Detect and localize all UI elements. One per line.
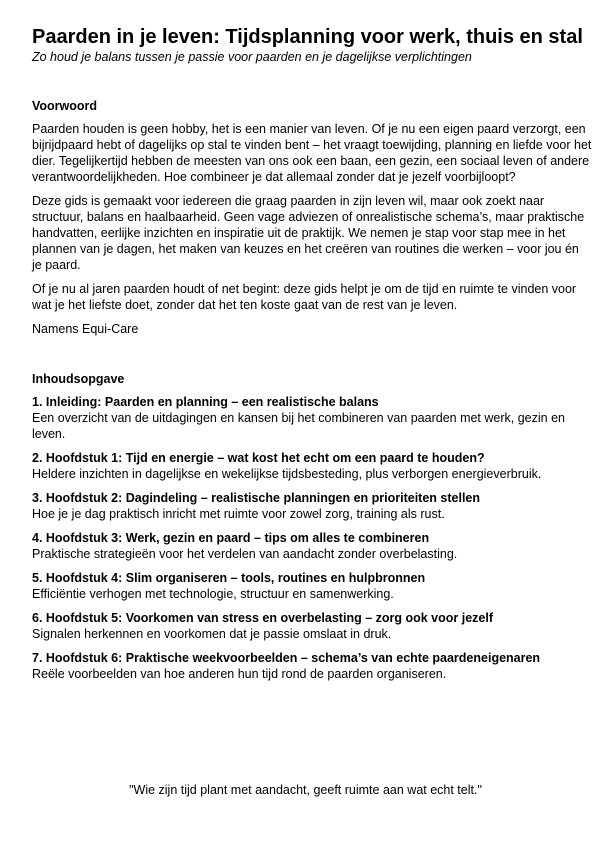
toc-item-title: 6. Hoofdstuk 5: Voorkomen van stress en overbelasting – zorg ook voor jezelf (32, 611, 493, 625)
toc-item-description: Reële voorbeelden van hoe anderen hun tijd rond de paarden organiseren. (32, 667, 447, 681)
toc-item (32, 570, 592, 602)
toc-item-title: 4. Hoofdstuk 3: Werk, gezin en paard – tips om alles te combineren (32, 531, 430, 545)
document-title: Paarden in je leven: Tijdsplanning voor werk, thuis en stal (32, 26, 583, 48)
closing-quote: "Wie zijn tijd plant met aandacht, geeft ruimte aan wat echt telt." (129, 783, 482, 797)
toc-heading: Inhoudsopgave (32, 372, 125, 386)
toc-item (32, 530, 592, 562)
document-subtitle: Zo houd je balans tussen je passie voor paarden en je dagelijkse verplichtingen (32, 50, 472, 64)
toc-item-description: Hoe je je dag praktisch inricht met ruimte voor zowel zorg, training als rust. (32, 507, 445, 521)
table-of-contents (32, 394, 592, 682)
toc-item-title: 3. Hoofdstuk 2: Dagindeling – realistische planningen en prioriteiten stellen (32, 491, 480, 505)
toc-item (32, 650, 592, 682)
toc-item (32, 394, 592, 442)
document-page (32, 26, 592, 690)
foreword-signature: Namens Equi-Care (32, 322, 139, 336)
toc-item-description: Heldere inzichten in dagelijkse en wekelijkse tijdsbesteding, plus verborgen energieverbruik. (32, 467, 542, 481)
toc-item (32, 490, 592, 522)
toc-item-description: Efficiëntie verhogen met technologie, structuur en samenwerking. (32, 587, 394, 601)
foreword-heading: Voorwoord (32, 99, 98, 113)
toc-item-title: 5. Hoofdstuk 4: Slim organiseren – tools, routines en hulpbronnen (32, 571, 426, 585)
foreword-paragraph: Deze gids is gemaakt voor iedereen die graag paarden in zijn leven wil, maar ook zoekt naar structuur, balans en haalbaarheid. Geen vage adviezen of onrealistische schema’s, maar praktische handvatten, eerlijke inzichten en inspiratie uit de praktijk. We nemen je stap voor stap mee in het plannen van je dagen, het maken van keuzes en het creëren van routines die werken – voor jou én je paard. (32, 194, 585, 272)
toc-item-description: Signalen herkennen en voorkomen dat je passie omslaat in druk. (32, 627, 392, 641)
toc-item (32, 450, 592, 482)
toc-item-title: 7. Hoofdstuk 6: Praktische weekvoorbeelden – schema’s van echte paardeneigenaren (32, 651, 541, 665)
toc-item-description: Praktische strategieën voor het verdelen van aandacht zonder overbelasting. (32, 547, 458, 561)
toc-item-title: 2. Hoofdstuk 1: Tijd en energie – wat kost het echt om een paard te houden? (32, 451, 485, 465)
toc-item-title: 1. Inleiding: Paarden en planning – een realistische balans (32, 395, 379, 409)
foreword-paragraph: Of je nu al jaren paarden houdt of net begint: deze gids helpt je om de tijd en ruimte te vinden voor wat je het liefste doet, zonder dat het ten koste gaat van de rest van je leven. (32, 282, 577, 312)
foreword-paragraph: Paarden houden is geen hobby, het is een manier van leven. Of je nu een eigen paard verzorgt, een bijrijdpaard hebt of dagelijks op stal te vinden bent – het vraagt toewijding, planning en liefde voor het dier. Tegelijkertijd hebben de meesten van ons ook een baan, een gezin, een sociaal leven of andere verantwoordelijkheden. Hoe combineer je dat allemaal zonder dat je jezelf voorbijloopt? (32, 122, 592, 184)
toc-item (32, 610, 592, 642)
toc-item-description: Een overzicht van de uitdagingen en kansen bij het combineren van paarden met werk, gezin en leven. (32, 411, 565, 441)
